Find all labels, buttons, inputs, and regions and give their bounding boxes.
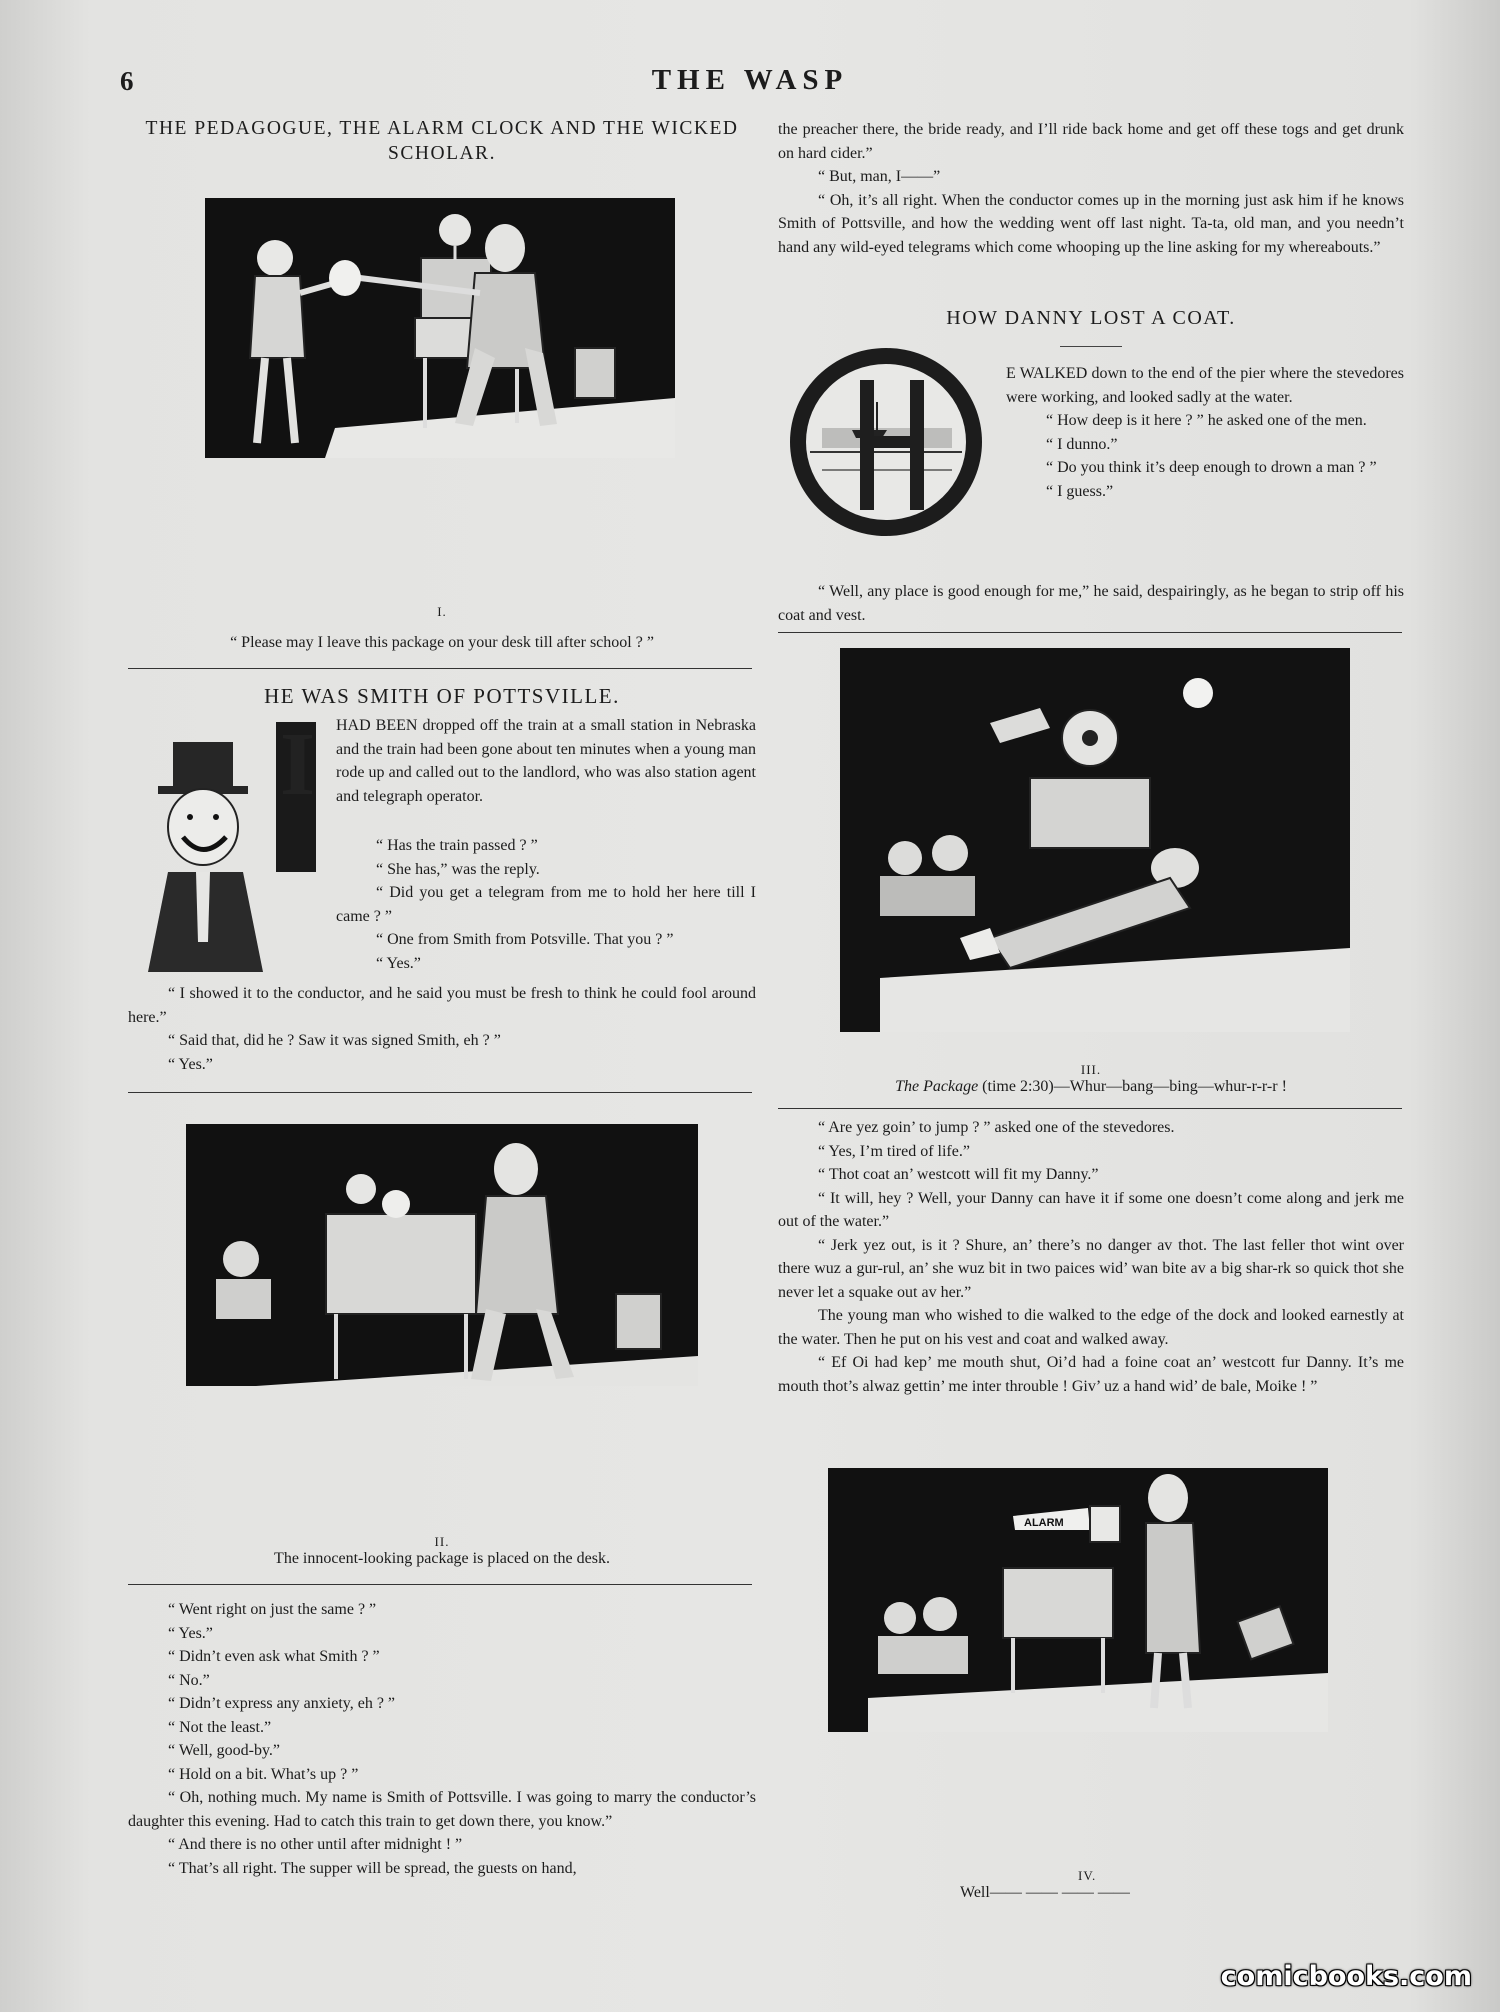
panel-4-caption: Well—— —— —— —— — [960, 1884, 1130, 1901]
smith-dialogue-b: “ I showed it to the conductor, and he said you must be fresh to think he could fool around here.” “ Said that, did he ? Saw it was signed Smith, eh ? ” “ Yes.” — [128, 985, 756, 1073]
alarm-label: ALARM — [1024, 1517, 1064, 1529]
panel-4-illustration — [828, 1468, 1328, 1732]
panel-2-number: II. — [434, 1534, 450, 1549]
panel-1-illustration — [205, 198, 675, 458]
divider — [128, 1584, 752, 1585]
heading-underline — [1060, 346, 1122, 347]
danny-strip: “ Well, any place is good enough for me,” he said, despairingly, as he began to strip off his coat and vest. — [778, 583, 1404, 624]
panel-2-illustration — [186, 1124, 698, 1386]
masthead-title: THE WASP — [651, 64, 849, 96]
divider — [778, 1108, 1402, 1109]
danny-heading: HOW DANNY LOST A COAT. — [946, 307, 1236, 329]
smith-heading: HE WAS SMITH OF POTTSVILLE. — [264, 684, 620, 708]
smith-continued: “ Went right on just the same ? ” “ Yes.” “ Didn’t even ask what Smith ? ” “ No.” “ Didn’t express any anxiety, eh ? ” “ Not the least.” “ Well, good-by.” “ Hold on a bit. What’s up ? ” “ Oh, nothing much. My name is Smith of Pottsville. I was going to marry the conductor’s daughter this evening. Had to catch this train to get down there, you know.” “ And there is no other until after midnight ! ” “ That’s all right. The supper will be spread, the guests on hand, — [128, 1601, 756, 1877]
panel-1-caption: “ Please may I leave this package on your desk till after school ? ” — [230, 634, 654, 651]
panel-1-number: I. — [437, 604, 447, 619]
panel-3-illustration — [840, 648, 1350, 1032]
smith-dialogue-a: “ Has the train passed ? ” “ She has,” was the reply. “ Did you get a telegram from me to hold her here till I came ? ” “ One from Smith from Potsville. That you ? ” “ Yes.” — [336, 837, 756, 972]
panel-3-number: III. — [1080, 1062, 1102, 1077]
panel-4-number: IV. — [1078, 1868, 1097, 1883]
divider — [128, 1092, 752, 1093]
site-watermark: comicbooks.com — [1220, 1961, 1472, 1992]
pedagogue-heading: THE PEDAGOGUE, THE ALARM CLOCK AND THE WICKED SCHOLAR. — [145, 118, 739, 164]
panel-3-caption-text: (time 2:30)—Whur—bang—bing—whur-r-r-r ! — [978, 1078, 1287, 1095]
smith-conclusion: the preacher there, the bride ready, and I’ll ride back home and get off these togs and get drunk on hard cider.” “ But, man, I——” “ Oh, it’s all right. When the conductor comes up in the morning just ask him if he knows Smith of Pottsville, and how the wedding went off last night. Ta-ta, old man, and you needn’t hand any wild-eyed telegrams which come whooping up the line asking for my whereabouts.” — [778, 121, 1404, 256]
drop-cap: I — [280, 715, 316, 814]
danny-intro: E WALKED down to the end of the pier where the stevedores were working, and looked sadly at the water. “ How deep is it here ? ” he asked one of the men. “ I dunno.” “ Do you think it’s deep enough to drown a man ? ” “ I guess.” — [1006, 365, 1404, 500]
panel-2-caption: The innocent-looking package is placed on the desk. — [274, 1550, 610, 1567]
page-number: 6 — [120, 66, 134, 96]
divider — [128, 668, 752, 669]
danny-continued: “ Are yez goin’ to jump ? ” asked one of the stevedores. “ Yes, I’m tired of life.” “ Thot coat an’ westcott will fit my Danny.” “ It will, hey ? Well, your Danny can have it if some one doesn’t come along and jerk me out of the water.” “ Jerk yez out, is it ? Shure, an’ there’s no danger av thot. The last feller thot wint over there wuz a gur-rul, an’ she wuz bit in two paices wid’ wan bite av a big shar-rk so quick thot she never let a squake out av her.” The young man who wished to die walked to the edge of the dock and looked earnestly at the water. Then he put on his vest and coat and walked away. “ Ef Oi had kep’ me mouth shut, Oi’d had a foine coat an’ westcott fur Danny. It’s me mouth thot’s alwaz gettin’ me inter throuble ! Giv’ uz a hand wid’ de bale, Moike ! ” — [778, 1119, 1404, 1395]
smith-intro: HAD BEEN dropped off the train at a small station in Nebraska and the train had been gone about ten minutes when a young man rode up and called out to the landlord, who was also station agent and telegraph operator. — [336, 717, 756, 805]
divider — [778, 632, 1402, 633]
h-dropcap-medallion — [782, 340, 996, 544]
danny-drop-cap — [852, 380, 853, 470]
panel-3-caption — [778, 1076, 1404, 1098]
panel-3-caption-title: The Package — [895, 1078, 979, 1095]
